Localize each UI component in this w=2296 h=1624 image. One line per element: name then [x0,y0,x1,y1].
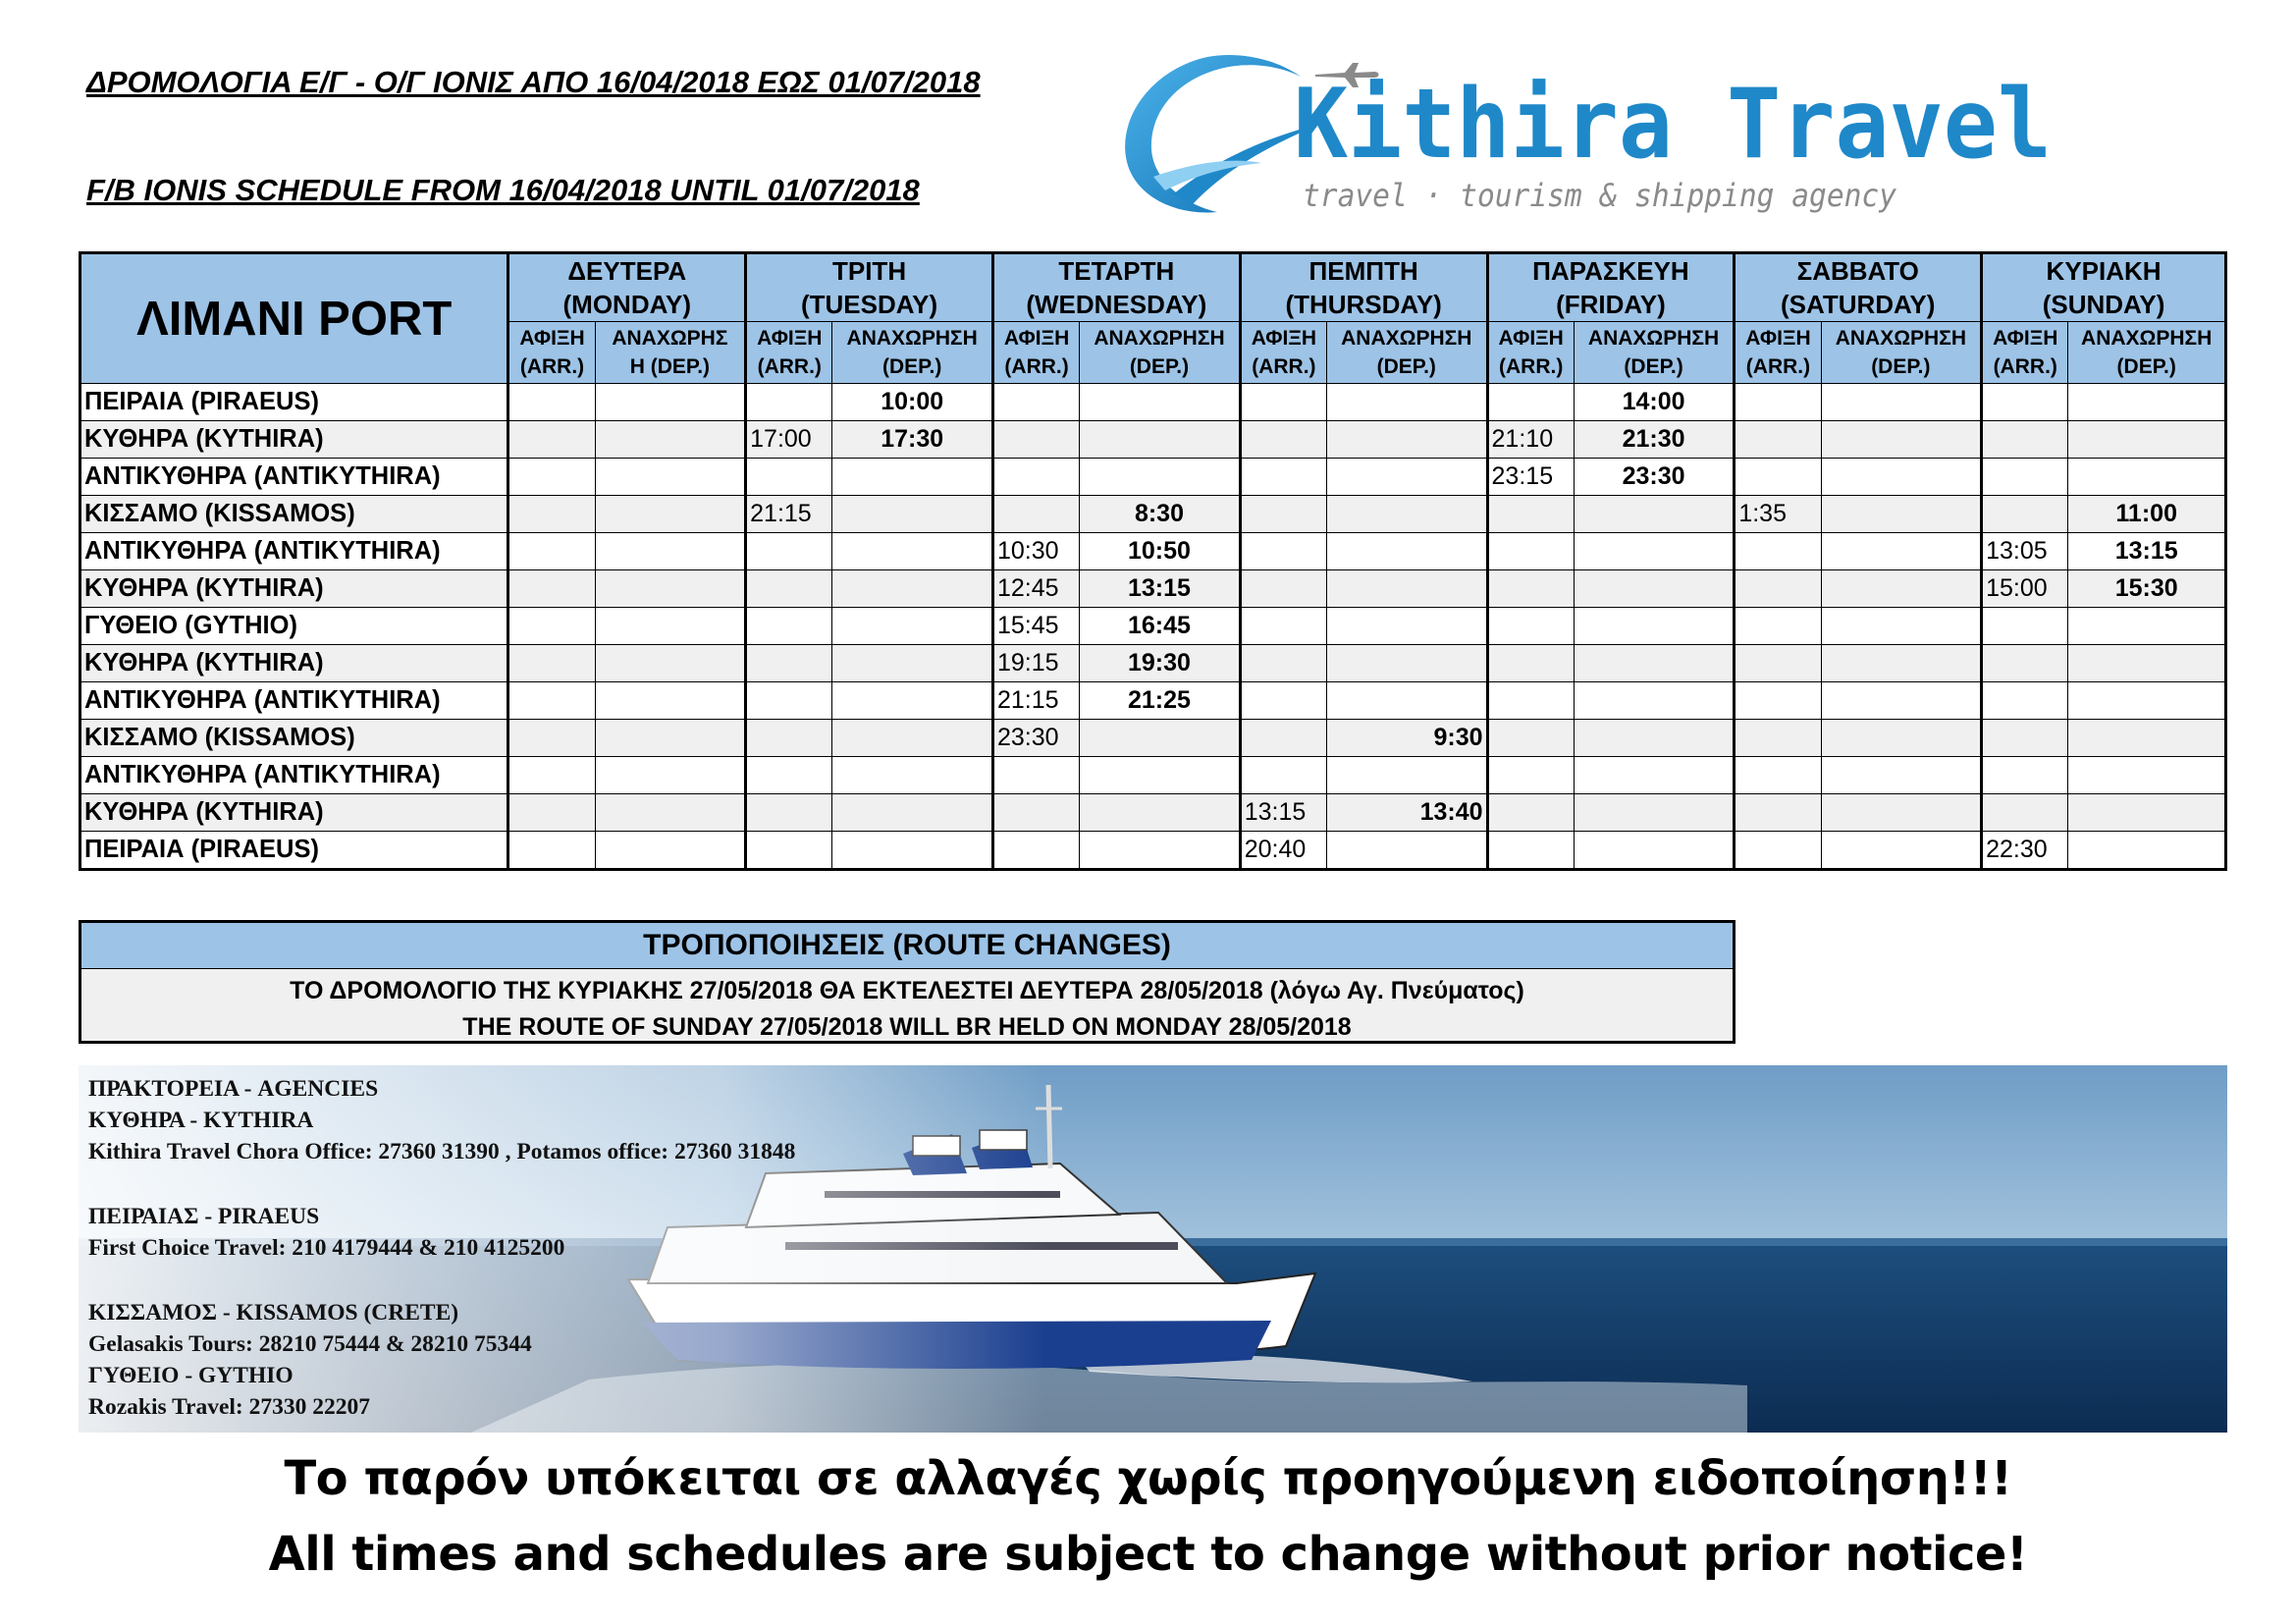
arrival-time-cell [508,832,595,870]
departure-time-cell [1327,757,1488,794]
departure-time-cell [2068,757,2226,794]
departure-time-cell [2068,608,2226,645]
departure-time-cell [1574,645,1735,682]
arrival-time-cell [1735,682,1821,720]
arrival-time-cell: 21:10 [1487,421,1574,459]
day-header [1240,253,1487,322]
agency-gythio-contact: Rozakis Travel: 27330 22207 [88,1394,370,1420]
column-header-line: (ARR.) [1004,355,1069,378]
arrival-time-cell [1735,533,1821,570]
column-header-line: (DEP.) [1129,355,1190,378]
departure-time-cell [832,832,993,870]
departure-time-cell [1080,384,1241,421]
arrival-time-cell [992,832,1079,870]
arrival-time-cell [1240,645,1326,682]
day-name-english: (WEDNESDAY) [1026,290,1207,319]
arrival-time-cell [1487,608,1574,645]
arrival-time-cell [746,720,832,757]
departure-time-cell [1821,832,1982,870]
departure-time-cell [1821,459,1982,496]
port-name: ΠΕΙΡΑΙΑ (PIRAEUS) [80,384,508,421]
day-name-english: (MONDAY) [562,290,691,319]
departure-time-cell [1574,794,1735,832]
column-header-line: ΑΦΙΞΗ [1498,327,1564,350]
arrival-time-cell: 21:15 [992,682,1079,720]
arrival-time-cell [992,384,1079,421]
agency-piraeus-title: ΠΕΙΡΑΙΑΣ - PIRAEUS [88,1204,320,1229]
departure-time-cell: 13:40 [1327,794,1488,832]
arrival-time-cell [508,570,595,608]
port-name: ΠΕΙΡΑΙΑ (PIRAEUS) [80,832,508,870]
day-name-greek: ΚΥΡΙΑΚΗ [2046,256,2162,286]
arrival-column-header [992,322,1079,384]
arrival-time-cell [508,533,595,570]
departure-time-cell: 21:30 [1574,421,1735,459]
column-header-line: (DEP.) [1376,355,1436,378]
arrival-time-cell [746,794,832,832]
departure-time-cell [1327,421,1488,459]
departure-time-cell [1821,384,1982,421]
arrival-time-cell: 15:00 [1982,570,2068,608]
departure-time-cell [1327,608,1488,645]
arrival-time-cell [1982,720,2068,757]
logo-tagline: travel · tourism & shipping agency [1303,177,1897,214]
arrival-time-cell [508,384,595,421]
column-header-line: ΑΝΑΧΩΡΗΣΗ [2081,327,2213,350]
schedule-title-greek: ΔΡΟΜΟΛΟΓΙΑ Ε/Γ - Ο/Γ ΙΟΝΙΣ ΑΠΟ 16/04/2018 ΕΩΣ 01/07/2018 [86,65,981,99]
day-name-english: (SATURDAY) [1780,290,1936,319]
arrival-time-cell [1982,384,2068,421]
departure-time-cell [832,794,993,832]
day-header [508,253,746,322]
arrival-time-cell [508,645,595,682]
arrival-time-cell [746,645,832,682]
arrival-time-cell [992,496,1079,533]
arrival-time-cell: 17:00 [746,421,832,459]
column-header-line: ΑΦΙΞΗ [757,327,823,350]
departure-time-cell [1574,757,1735,794]
column-header-line: (ARR.) [1252,355,1316,378]
departure-time-cell: 21:25 [1080,682,1241,720]
arrival-time-cell [1982,757,2068,794]
column-header-line: (ARR.) [757,355,822,378]
day-name-greek: ΤΕΤΑΡΤΗ [1058,256,1175,286]
departure-column-header [595,322,746,384]
route-change-english: THE ROUTE OF SUNDAY 27/05/2018 WILL BR HELD ON MONDAY 28/05/2018 [462,1013,1352,1041]
route-changes-header: ΤΡΟΠΟΠΟΙΗΣΕΙΣ (ROUTE CHANGES) [81,923,1733,969]
arrival-time-cell [746,533,832,570]
departure-time-cell [1821,421,1982,459]
departure-time-cell [832,720,993,757]
departure-time-cell [1821,757,1982,794]
departure-time-cell [832,459,993,496]
column-header-line: ΑΝΑΧΩΡΗΣΗ [846,327,978,350]
arrival-time-cell [1487,682,1574,720]
departure-time-cell: 15:30 [2068,570,2226,608]
column-header-line: ΑΝΑΧΩΡΗΣΗ [1341,327,1472,350]
departure-time-cell [832,570,993,608]
departure-time-cell [2068,421,2226,459]
departure-time-cell [1327,459,1488,496]
departure-time-cell [2068,645,2226,682]
arrival-time-cell [1982,794,2068,832]
departure-time-cell [2068,720,2226,757]
departure-time-cell: 13:15 [2068,533,2226,570]
table-row [80,794,2226,832]
departure-time-cell [1080,720,1241,757]
departure-time-cell [595,570,746,608]
port-name: ΚΙΣΣΑΜΟ (KISSAMOS) [80,496,508,533]
port-name: ΑΝΤΙΚΥΘΗΡΑ (ANTIKYTHIRA) [80,533,508,570]
departure-time-cell [2068,459,2226,496]
day-header [746,253,993,322]
column-header-line: (DEP.) [882,355,942,378]
departure-time-cell [1327,533,1488,570]
departure-time-cell [1821,645,1982,682]
port-column-header: ΛΙΜΑΝΙ PORT [80,253,508,384]
table-row [80,832,2226,870]
departure-time-cell: 16:45 [1080,608,1241,645]
table-row [80,757,2226,794]
arrival-time-cell: 10:30 [992,533,1079,570]
departure-time-cell [1327,496,1488,533]
day-name-greek: ΠΕΜΠΤΗ [1308,256,1418,286]
column-header-line: (ARR.) [519,355,585,378]
departure-time-cell: 9:30 [1327,720,1488,757]
day-name-english: (THURSDAY) [1285,290,1442,319]
arrival-column-header [1982,322,2068,384]
arrival-time-cell [1240,459,1326,496]
arrival-time-cell [992,794,1079,832]
arrival-time-cell [508,757,595,794]
departure-time-cell [1327,645,1488,682]
globe-swoosh-airplane-icon [1114,47,2106,226]
departure-time-cell [595,720,746,757]
departure-time-cell [1574,720,1735,757]
port-name: ΓΥΘΕΙΟ (GYTHIO) [80,608,508,645]
arrival-time-cell [508,608,595,645]
route-change-greek: ΤΟ ΔΡΟΜΟΛΟΓΙΟ ΤΗΣ ΚΥΡΙΑΚΗΣ 27/05/2018 ΘΑ ΕΚΤΕΛΕΣΤΕΙ ΔΕΥΤΕΡΑ 28/05/2018 (λόγω Αγ. Πνεύματος) [290,977,1524,1004]
arrival-time-cell [1487,720,1574,757]
port-name: ΚΙΣΣΑΜΟ (KISSAMOS) [80,720,508,757]
port-name: ΚΥΘΗΡΑ (KYTHIRA) [80,570,508,608]
table-row [80,533,2226,570]
departure-time-cell [2068,832,2226,870]
notice-english: All times and schedules are subject to change without prior notice! [268,1527,2028,1582]
port-name: ΑΝΤΙΚΥΘΗΡΑ (ANTIKYTHIRA) [80,459,508,496]
arrival-time-cell: 20:40 [1240,832,1326,870]
departure-column-header [1574,322,1735,384]
arrival-time-cell [1240,570,1326,608]
departure-time-cell [1574,832,1735,870]
departure-time-cell [2068,794,2226,832]
arrival-time-cell [1982,645,2068,682]
table-row [80,459,2226,496]
day-header [1982,253,2226,322]
arrival-time-cell [1735,720,1821,757]
departure-time-cell [595,421,746,459]
departure-time-cell [1327,384,1488,421]
departure-time-cell [832,757,993,794]
arrival-time-cell [746,384,832,421]
arrival-time-cell: 23:15 [1487,459,1574,496]
arrival-time-cell [1487,832,1574,870]
arrival-time-cell [1735,645,1821,682]
arrival-time-cell [1735,459,1821,496]
notice-greek: Το παρόν υπόκειται σε αλλαγές χωρίς προηγούμενη ειδοποίηση!!! [284,1451,2012,1506]
departure-time-cell [1574,570,1735,608]
departure-time-cell [595,757,746,794]
arrival-time-cell [746,832,832,870]
column-header-line: (DEP.) [1871,355,1931,378]
departure-time-cell: 13:15 [1080,570,1241,608]
arrival-time-cell [1487,533,1574,570]
departure-time-cell [1327,682,1488,720]
arrival-time-cell [1735,421,1821,459]
departure-time-cell: 8:30 [1080,496,1241,533]
column-header-line: ΑΦΙΞΗ [1003,327,1070,350]
departure-time-cell [832,608,993,645]
arrival-column-header [1487,322,1574,384]
arrival-column-header [1735,322,1821,384]
departure-time-cell [595,608,746,645]
arrival-time-cell [992,421,1079,459]
departure-column-header [832,322,993,384]
departure-time-cell [1821,533,1982,570]
day-name-english: (TUESDAY) [800,290,938,319]
day-header [1735,253,1982,322]
arrival-time-cell [508,459,595,496]
departure-time-cell [1574,608,1735,645]
arrival-time-cell [1735,757,1821,794]
column-header-line: ΑΦΙΞΗ [1745,327,1811,350]
arrival-time-cell [1240,682,1326,720]
table-row [80,720,2226,757]
column-header-line: Η (DEP.) [629,355,711,378]
arrival-time-cell [1982,682,2068,720]
column-header-line: ΑΦΙΞΗ [519,327,585,350]
departure-time-cell: 14:00 [1574,384,1735,421]
departure-time-cell [595,533,746,570]
departure-time-cell [832,496,993,533]
departure-time-cell [1574,682,1735,720]
ferry-schedule-table [79,251,2227,871]
day-name-english: (FRIDAY) [1556,290,1666,319]
column-header-line: ΑΝΑΧΩΡΗΣΗ [1835,327,1966,350]
day-header [1487,253,1735,322]
table-row [80,645,2226,682]
arrival-time-cell [1487,496,1574,533]
arrival-column-header [746,322,832,384]
arrival-time-cell [1240,608,1326,645]
column-header-line: (DEP.) [2116,355,2176,378]
departure-time-cell [595,496,746,533]
arrival-time-cell [1487,645,1574,682]
departure-time-cell [2068,682,2226,720]
departure-time-cell [1080,459,1241,496]
port-name: ΚΥΘΗΡΑ (KYTHIRA) [80,794,508,832]
departure-column-header [1080,322,1241,384]
day-name-greek: ΤΡΙΤΗ [831,256,907,286]
arrival-time-cell [746,570,832,608]
arrival-time-cell [508,682,595,720]
arrival-time-cell [1240,757,1326,794]
departure-time-cell [595,384,746,421]
table-row [80,682,2226,720]
arrival-time-cell [1240,720,1326,757]
agency-kissamos-title: ΚΙΣΣΑΜΟΣ - KISSAMOS (CRETE) [88,1300,459,1326]
table-row [80,570,2226,608]
table-row [80,384,2226,421]
port-name: ΑΝΤΙΚΥΘΗΡΑ (ANTIKYTHIRA) [80,682,508,720]
departure-time-cell [2068,384,2226,421]
departure-time-cell [1080,757,1241,794]
arrival-time-cell [1735,832,1821,870]
departure-column-header [2068,322,2226,384]
departure-time-cell [1821,570,1982,608]
column-header-line: ΑΝΑΧΩΡΗΣΗ [1587,327,1720,350]
departure-time-cell [1327,832,1488,870]
departure-time-cell: 11:00 [2068,496,2226,533]
column-header-line: (DEP.) [1624,355,1683,378]
arrival-time-cell [1735,794,1821,832]
arrival-time-cell [1240,496,1326,533]
arrival-time-cell [1735,384,1821,421]
departure-time-cell [1327,570,1488,608]
arrival-time-cell [508,794,595,832]
arrival-time-cell [1735,608,1821,645]
arrival-time-cell [508,421,595,459]
column-header-line: (ARR.) [1499,355,1564,378]
departure-time-cell [595,832,746,870]
arrival-column-header [508,322,595,384]
arrival-time-cell: 23:30 [992,720,1079,757]
column-header-line: ΑΦΙΞΗ [1251,327,1317,350]
departure-column-header [1821,322,1982,384]
table-row [80,496,2226,533]
arrival-time-cell [1735,570,1821,608]
departure-time-cell [832,533,993,570]
arrival-time-cell: 19:15 [992,645,1079,682]
column-header-line: ΑΝΑΧΩΡΗΣΗ [1094,327,1225,350]
port-name: ΑΝΤΙΚΥΘΗΡΑ (ANTIKYTHIRA) [80,757,508,794]
column-header-line: ΑΦΙΞΗ [1993,327,2058,350]
departure-time-cell [832,645,993,682]
departure-time-cell [595,794,746,832]
table-row [80,421,2226,459]
departure-time-cell: 23:30 [1574,459,1735,496]
day-header [992,253,1240,322]
port-name: ΚΥΘΗΡΑ (KYTHIRA) [80,645,508,682]
agency-gythio-title: ΓΥΘΕΙΟ - GYTHIO [88,1363,294,1388]
arrival-time-cell [1982,608,2068,645]
agencies-heading: ΠΡΑΚΤΟΡΕΙΑ - AGENCIES [88,1076,379,1102]
schedule-title-english: F/B IONIS SCHEDULE FROM 16/04/2018 UNTIL 01/07/2018 [86,173,920,207]
departure-time-cell [832,682,993,720]
departure-time-cell: 10:50 [1080,533,1241,570]
arrival-time-cell [746,682,832,720]
port-name: ΚΥΘΗΡΑ (KYTHIRA) [80,421,508,459]
arrival-time-cell [992,459,1079,496]
arrival-time-cell [1982,496,2068,533]
arrival-time-cell [1982,459,2068,496]
arrival-time-cell [1487,794,1574,832]
arrival-time-cell [1240,384,1326,421]
arrival-time-cell [1487,570,1574,608]
arrival-time-cell [1487,757,1574,794]
departure-time-cell [1821,496,1982,533]
arrival-time-cell [746,608,832,645]
departure-time-cell [595,459,746,496]
arrival-time-cell [1487,384,1574,421]
departure-time-cell: 10:00 [832,384,993,421]
agency-piraeus-contact: First Choice Travel: 210 4179444 & 210 4125200 [88,1235,565,1261]
arrival-time-cell: 15:45 [992,608,1079,645]
departure-time-cell [1080,421,1241,459]
arrival-time-cell: 12:45 [992,570,1079,608]
day-name-greek: ΔΕΥΤΕΡΑ [567,256,687,286]
day-name-greek: ΣΑΒΒΑΤΟ [1796,256,1919,286]
departure-time-cell [595,645,746,682]
agency-kythira-contact: Kithira Travel Chora Office: 27360 31390 , Potamos office: 27360 31848 [88,1139,796,1164]
kithira-travel-logo [1114,47,2106,226]
table-row [80,608,2226,645]
arrival-time-cell [1240,421,1326,459]
departure-time-cell [1821,794,1982,832]
arrival-time-cell [508,496,595,533]
arrival-time-cell [1240,533,1326,570]
arrival-time-cell: 13:15 [1240,794,1326,832]
departure-time-cell: 19:30 [1080,645,1241,682]
departure-time-cell [1080,832,1241,870]
day-name-english: (SUNDAY) [2042,290,2165,319]
arrival-time-cell: 22:30 [1982,832,2068,870]
departure-time-cell [595,682,746,720]
departure-time-cell [1574,533,1735,570]
arrival-time-cell [508,720,595,757]
departure-time-cell: 17:30 [832,421,993,459]
departure-time-cell [1821,608,1982,645]
agencies-list [88,1073,795,1423]
column-header-line: ΑΝΑΧΩΡΗΣ [612,327,728,350]
arrival-column-header [1240,322,1326,384]
departure-time-cell [1821,682,1982,720]
arrival-time-cell [1982,421,2068,459]
column-header-line: (ARR.) [1993,355,2057,378]
arrival-time-cell [746,459,832,496]
departure-time-cell [1821,720,1982,757]
arrival-time-cell [992,757,1079,794]
column-header-line: (ARR.) [1745,355,1811,378]
agency-kythira-title: ΚΥΘΗΡΑ - KYTHIRA [88,1108,314,1133]
departure-column-header [1327,322,1488,384]
arrival-time-cell: 1:35 [1735,496,1821,533]
departure-time-cell [1080,794,1241,832]
departure-time-cell [1574,496,1735,533]
route-changes-box [79,920,1735,1044]
day-name-greek: ΠΑΡΑΣΚΕΥΗ [1532,256,1689,286]
logo-name: Kithira Travel [1294,69,2052,181]
arrival-time-cell [746,757,832,794]
arrival-time-cell: 13:05 [1982,533,2068,570]
arrival-time-cell: 21:15 [746,496,832,533]
ferry-ship-at-sea-image [79,1065,2227,1433]
agency-kissamos-contact: Gelasakis Tours: 28210 75444 & 28210 75344 [88,1331,532,1357]
